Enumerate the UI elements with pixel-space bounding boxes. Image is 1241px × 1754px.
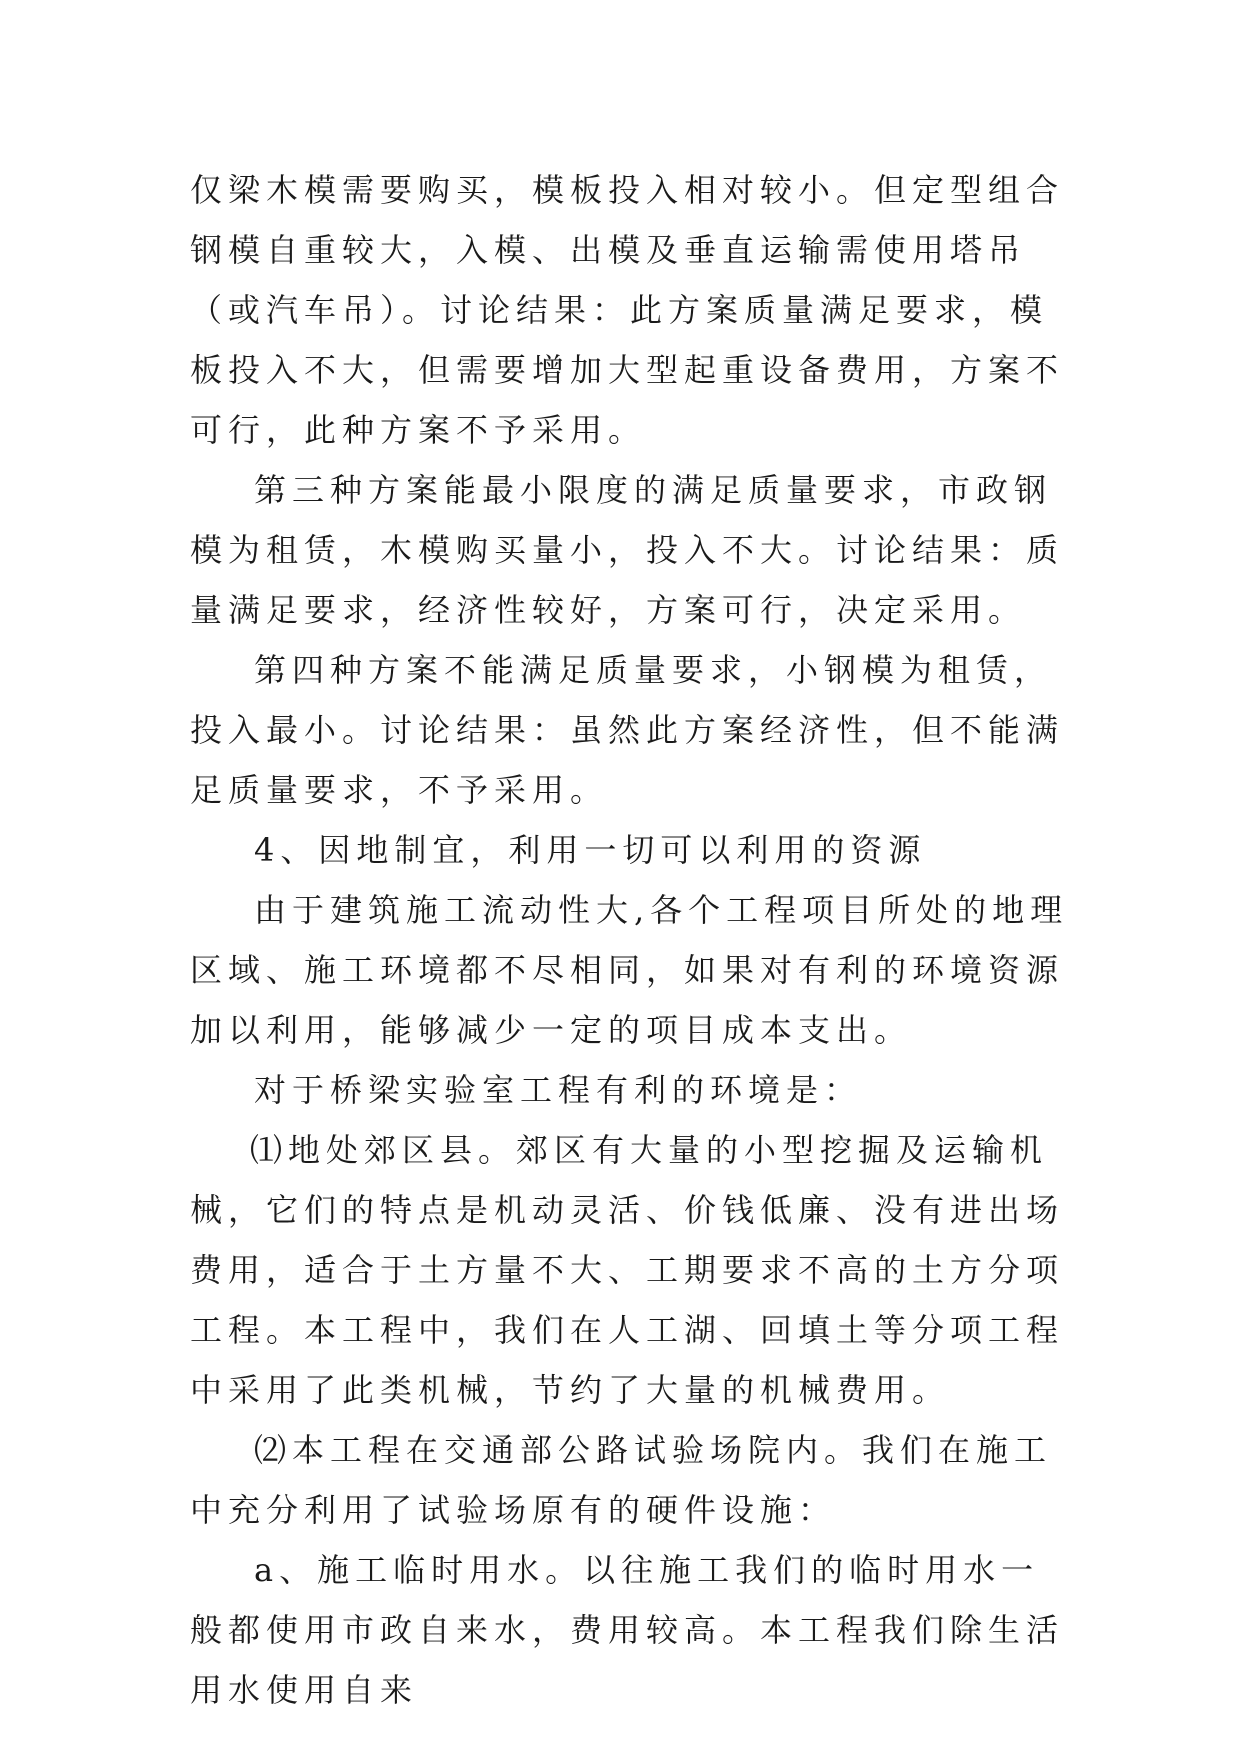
document-body [190,160,1070,1720]
list-item-2: ⑵本工程在交通部公路试验场院内。我们在施工中充分利用了试验场原有的硬件设施： [190,1431,1053,1529]
paragraph-5: 对于桥梁实验室工程有利的环境是： [254,1071,863,1109]
list-item-1: ⑴地处郊区县。郊区有大量的小型挖掘及运输机械，它们的特点是机动灵活、价钱低廉、没有进出场费用，适合于土方量不大、工期要求不高的土方分项工程。本工程中，我们在人工湖、回填土等分项工程中采用了此类机械，节约了大量的机械费用。 [190,1131,1065,1409]
section-heading: 4、因地制宜，利用一切可以利用的资源 [254,831,927,869]
paragraph-1: 仅梁木模需要购买，模板投入相对较小。但定型组合钢模自重较大，入模、出模及垂直运输需使用塔吊（或汽车吊）。讨论结果：此方案质量满足要求，模板投入不大，但需要增加大型起重设备费用，方案不可行，此种方案不予采用。 [190,171,1065,449]
paragraph-3: 第四种方案不能满足质量要求，小钢模为租赁，投入最小。讨论结果：虽然此方案经济性，但不能满足质量要求，不予采用。 [190,651,1065,809]
paragraph-4: 由于建筑施工流动性大,各个工程项目所处的地理区域、施工环境都不尽相同，如果对有利的环境资源加以利用，能够减少一定的项目成本支出。 [190,891,1069,1049]
sub-item-a: a、施工临时用水。以往施工我们的临时用水一般都使用市政自来水，费用较高。本工程我们除生活用水使用自来 [190,1551,1065,1709]
paragraph-2: 第三种方案能最小限度的满足质量要求，市政钢模为租赁，木模购买量小，投入不大。讨论结果：质量满足要求，经济性较好，方案可行，决定采用。 [190,471,1065,629]
